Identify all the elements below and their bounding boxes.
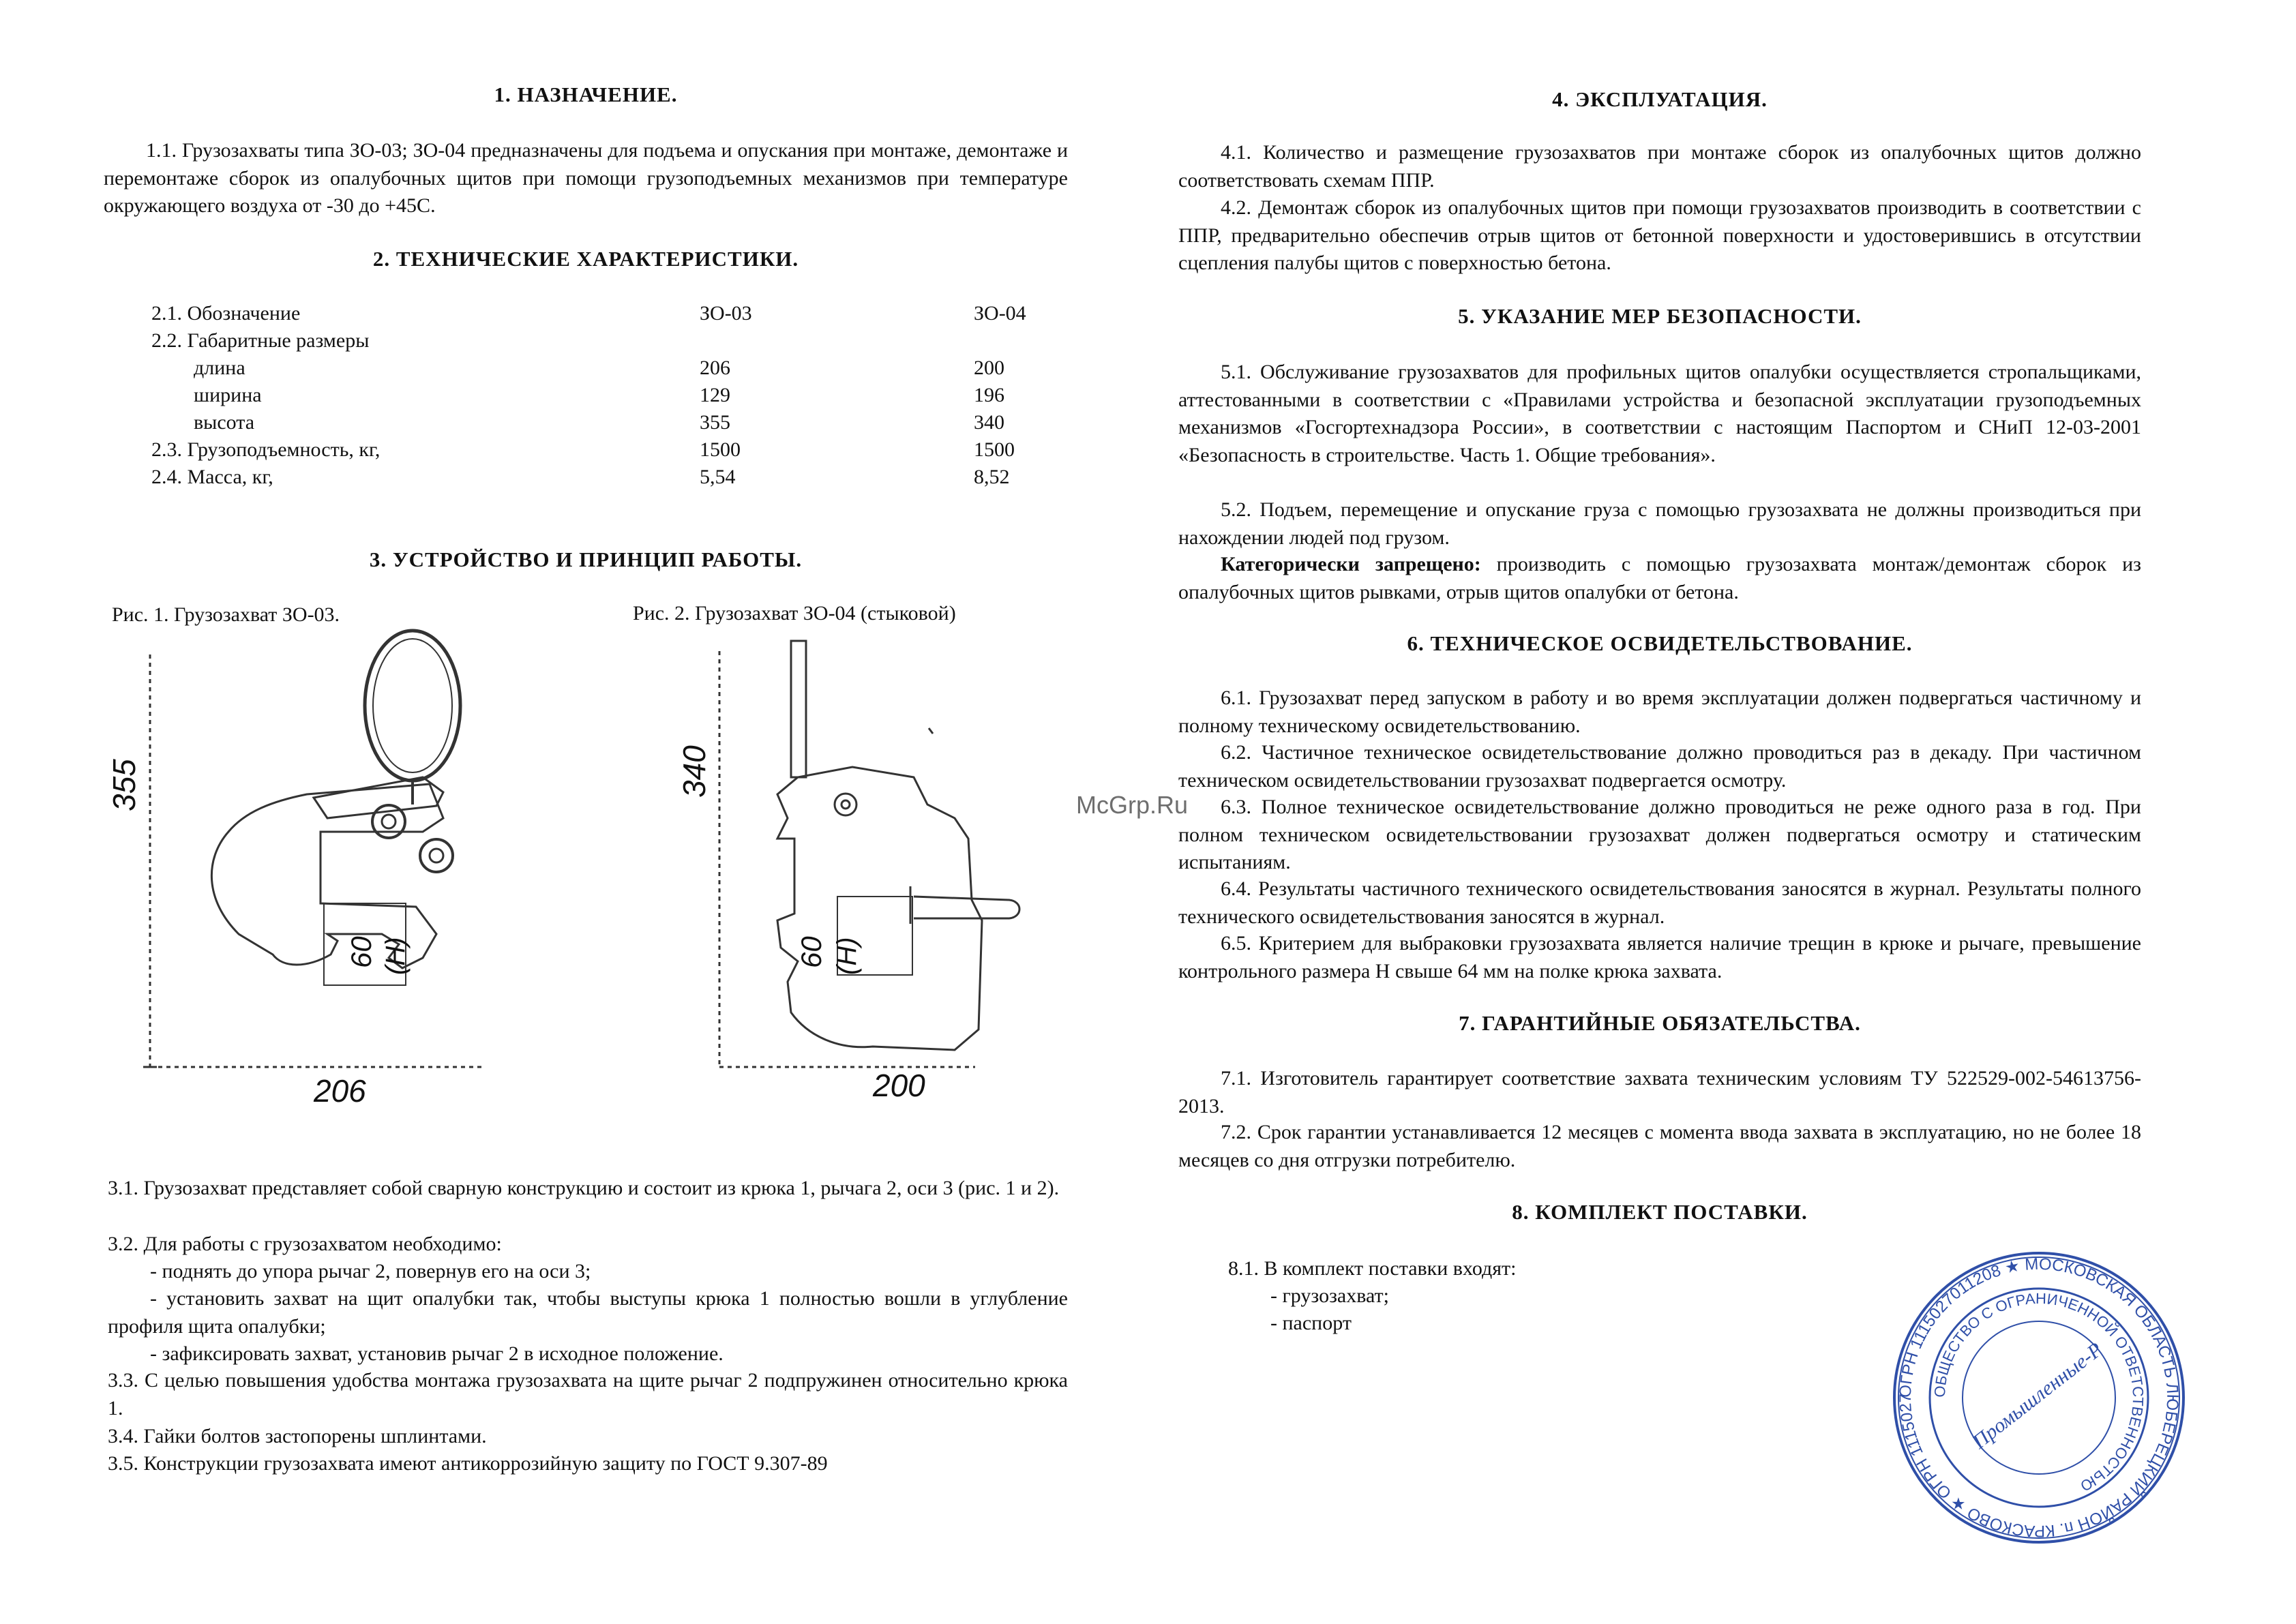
section-5-title: 5. УКАЗАНИЕ МЕР БЕЗОПАСНОСТИ. (1458, 304, 1862, 328)
para-3-2: 3.2. Для работы с грузозахватом необходимо: (108, 1233, 502, 1255)
fig2-hook-body (777, 767, 982, 1050)
para-3-3: 3.3. С целью повышения удобства монтажа грузозахвата на щите рычаг 2 подпружинен относительно крюка 1. (108, 1369, 1068, 1419)
section-2-title: 2. ТЕХНИЧЕСКИЕ ХАРАКТЕРИСТИКИ. (372, 247, 799, 271)
para-5-3-rest: производить с помощью грузозахвата монтаж/демонтаж сборок из опалубочных щитов рывками, отрыв щитов опалубки от бетона. (1178, 553, 2142, 603)
spec-value-zo04: ЗО-04 (974, 302, 1026, 325)
fig2-opening-label: 60 (795, 936, 827, 968)
spec-row (151, 384, 1026, 411)
stamp-center-text: Промышленные-Р (1968, 1338, 2107, 1454)
fig1-bolt-2 (420, 839, 453, 872)
spec-row (151, 302, 1026, 329)
fig2-lifting-bar (791, 641, 806, 777)
stamp-middle-text: ОБЩЕСТВО С ОГРАНИЧЕННОЙ ОТВЕТСТВЕННОСТЬЮ (1930, 1289, 2147, 1495)
spec-value-zo03: 5,54 (700, 466, 736, 488)
figure-2-caption: Рис. 2. Грузозахват ЗО-04 (стыковой) (633, 602, 956, 625)
company-stamp (1889, 1248, 2189, 1551)
para-4-2: 4.2. Демонтаж сборок из опалубочных щитов при помощи грузозахватов производить в соответствии с ППР, предварительно обеспечив отрыв щитов от бетонной поверхности и удостоверившись в отсутствии сцепления палубы щитов с поверхностью бетона. (1178, 196, 2141, 274)
para-3-2-c: - зафиксировать захват, установив рычаг 2 в исходное положение. (150, 1342, 724, 1365)
spec-row (151, 411, 1026, 438)
para-3-2-b: - установить захват на щит опалубки так, чтобы выступы крюка 1 полностью вошли в углубление профиля щита опалубки; (108, 1287, 1068, 1338)
spec-row (151, 329, 1026, 357)
spec-label: ширина (194, 384, 262, 406)
spec-row (151, 357, 1026, 384)
fig2-height-label: 340 (676, 745, 712, 798)
para-6-1: 6.1. Грузозахват перед запуском в работу и во время эксплуатации должен подвергаться частичному и полному техническому освидетельствованию. (1178, 687, 2141, 737)
spec-value-zo04: 196 (974, 384, 1004, 406)
fig1-opening-tag: (H) (381, 937, 411, 975)
spec-label: высота (194, 411, 255, 434)
para-6-3: 6.3. Полное техническое освидетельствование должно проводиться не реже одного раза в год. При полном техническом освидетельствовании грузозахват должен подвергаться осмотру и статическим испытаниям. (1178, 796, 2141, 873)
para-3-2-a: - поднять до упора рычаг 2, повернув его на оси 3; (150, 1260, 591, 1282)
spec-label: 2.2. Габаритные размеры (151, 329, 370, 352)
spec-value-zo04: 200 (974, 357, 1004, 379)
spec-row (151, 438, 1026, 466)
fig1-width-label: 206 (314, 1073, 366, 1109)
spec-label: 2.3. Грузоподъемность, кг, (151, 438, 381, 461)
spec-value-zo03: 355 (700, 411, 730, 434)
fig2-opening-tag: (H) (832, 937, 862, 975)
para-5-3-bold: Категорически запрещено: (1221, 553, 1481, 575)
fig1-lifting-ring (365, 631, 460, 781)
section-8-title: 8. КОМПЛЕКТ ПОСТАВКИ. (1512, 1200, 1808, 1224)
para-3-5: 3.5. Конструкции грузозахвата имеют антикоррозийную защиту по ГОСТ 9.307-89 (108, 1452, 828, 1475)
section-6-title: 6. ТЕХНИЧЕСКОЕ ОСВИДЕТЕЛЬСТВОВАНИЕ. (1407, 631, 1913, 655)
fig1-height-label: 355 (106, 759, 142, 811)
spec-value-zo03: ЗО-03 (700, 302, 752, 325)
para-5-3 (1178, 551, 2141, 606)
para-4-1: 4.1. Количество и размещение грузозахватов при монтаже сборок из опалубочных щитов должно соответствовать схемам ППР. (1178, 141, 2141, 192)
fig1-lever (314, 777, 443, 818)
section-3-title: 3. УСТРОЙСТВО И ПРИНЦИП РАБОТЫ. (369, 547, 803, 571)
stamp-seal (1889, 1248, 2189, 1548)
para-6-4: 6.4. Результаты частичного технического освидетельствования заносятся в журнал. Результаты полного технического освидетельствования заносятся в журнал. (1178, 877, 2141, 928)
watermark: McGrp.Ru (1076, 791, 1189, 819)
list-item-2: - паспорт (1270, 1312, 1352, 1334)
spec-value-zo04: 1500 (974, 438, 1015, 461)
fig2-handle (914, 897, 1019, 918)
spec-table (151, 302, 1026, 493)
spec-label: 2.1. Обозначение (151, 302, 301, 325)
fig2-width-label: 200 (873, 1068, 925, 1103)
spec-value-zo04: 8,52 (974, 466, 1010, 488)
spec-value-zo03: 206 (700, 357, 730, 379)
section-7-title: 7. ГАРАНТИЙНЫЕ ОБЯЗАТЕЛЬСТВА. (1459, 1011, 1861, 1035)
section-1-title: 1. НАЗНАЧЕНИЕ. (494, 82, 678, 106)
fig1-opening-label: 60 (345, 936, 377, 968)
section-1-paragraph: 1.1. Грузозахваты типа ЗО-03; ЗО-04 предназначены для подъема и опускания при монтаже, демонтаже и перемонтаже сборок из опалубочных щитов при помощи грузоподъемных механизмов при температуре окружающего воздуха от -30 до +45С. (104, 139, 1068, 217)
spec-value-zo03: 129 (700, 384, 730, 406)
figure-2-drawing (634, 614, 1057, 1118)
spec-value-zo03: 1500 (700, 438, 741, 461)
spec-value-zo03 (700, 329, 974, 357)
para-6-5: 6.5. Критерием для выбраковки грузозахвата является наличие трещин в крюке и рычаге, превышение контрольного размера H свыше 64 мм на полке крюка захвата. (1178, 932, 2141, 982)
para-3-1: 3.1. Грузозахват представляет собой сварную конструкцию и состоит из крюка 1, рычага 2, оси 3 (рис. 1 и 2). (108, 1177, 1060, 1199)
section-4-title: 4. ЭКСПЛУАТАЦИЯ. (1552, 87, 1768, 111)
spec-label: длина (194, 357, 245, 379)
spec-row (151, 466, 1026, 493)
para-5-1: 5.1. Обслуживание грузозахватов для профильных щитов опалубки осуществляется стропальщиками, аттестованными в соответствии с «Правилами устройства и безопасной эксплуатации грузоподъемных механизмов «Госгортехнадзора России», в соответствии с настоящим Паспортом и СНиП 12-03-2001 «Безопасность в строительстве. Часть 1. Общие требования». (1178, 361, 2141, 466)
fig1-bolt-1 (372, 805, 405, 838)
fig2-bolt (835, 794, 856, 815)
spec-value-zo04 (974, 329, 1026, 357)
list-item-1: - грузозахват; (1270, 1284, 1389, 1307)
para-6-2: 6.2. Частичное техническое освидетельствование должно проводиться раз в декаду. При частичном техническом освидетельствовании грузозахват подвергается осмотру. (1178, 741, 2141, 792)
para-8-1: 8.1. В комплект поставки входят: (1228, 1257, 1517, 1280)
para-7-1: 7.1. Изготовитель гарантирует соответствие захвата техническим условиям ТУ 522529-002-54613756-2013. (1178, 1067, 2141, 1117)
spec-value-zo04: 340 (974, 411, 1004, 434)
para-3-4: 3.4. Гайки болтов застопорены шплинтами. (108, 1425, 487, 1447)
spec-label: 2.4. Масса, кг, (151, 466, 273, 488)
para-5-2: 5.2. Подъем, перемещение и опускание груза с помощью грузозахвата не должны производиться при нахождении людей под грузом. (1178, 498, 2141, 549)
para-7-2: 7.2. Срок гарантии устанавливается 12 месяцев с момента ввода захвата в эксплуатацию, но не более 18 месяцев со дня отгрузки потребителю. (1178, 1121, 2141, 1171)
figure-1-caption: Рис. 1. Грузозахват ЗО-03. (112, 603, 340, 626)
figure-1-drawing (102, 614, 539, 1118)
stamp-outer-text: ОГРН 1115027011208 ★ МОСКОВСКАЯ ОБЛАСТЬ ЛЮБЕРЕЦКИЙ РАЙОН п. КРАСКОВО ★ ОГРН 1115027 (1896, 1254, 2182, 1541)
